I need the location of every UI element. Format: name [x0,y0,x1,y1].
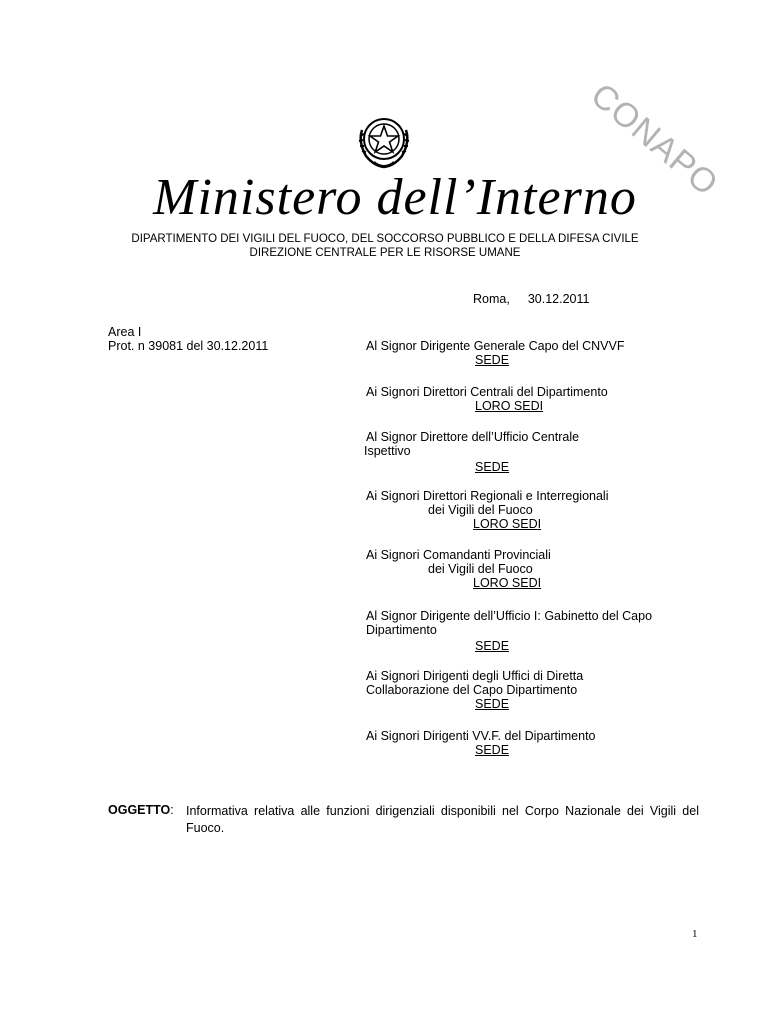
recipient-line: Ai Signori Direttori Centrali del Dipartimento [366,385,608,399]
recipient-location: SEDE [475,639,510,653]
document-date: 30.12.2011 [527,292,590,306]
area: Area I [108,325,142,339]
date-line [473,292,589,306]
recipient-location: LORO SEDI [473,576,542,590]
recipient [366,669,706,711]
recipient-line: Ai Signori Direttori Regionali e Interregionali [366,489,609,503]
recipient-location: SEDE [475,697,510,711]
recipient-line-2: Collaborazione del Capo Dipartimento [366,683,578,697]
recipient [366,729,706,757]
recipient-line: Al Signor Dirigente Generale Capo del CNVVF [366,339,625,353]
recipient-line: Ai Signori Dirigenti VV.F. del Dipartimento [366,729,596,743]
recipient-location: SEDE [475,460,510,474]
recipient-location: LORO SEDI [475,399,544,413]
ministry-title: Ministero dell’Interno [153,169,637,226]
recipient [366,339,706,367]
recipient-location: SEDE [475,353,510,367]
recipient-line: Ai Signori Dirigenti degli Uffici di Diretta [366,669,584,683]
page-number: 1 [692,928,698,940]
recipient-line: Al Signor Direttore dell’Ufficio Centrale [366,430,580,444]
recipient [366,430,706,474]
recipient-line-2: Ispettivo [364,444,411,458]
recipient [366,385,706,413]
department-header [100,232,670,260]
recipient-line: Ai Signori Comandanti Provinciali [366,548,551,562]
protocol-number: Prot. n 39081 del 30.12.2011 [108,339,269,353]
department-name: DIPARTIMENTO DEI VIGILI DEL FUOCO, DEL SOCCORSO PUBBLICO E DELLA DIFESA CIVILE [131,233,639,245]
recipient [366,548,706,590]
watermark: CONAPO [583,76,726,204]
recipient-location: LORO SEDI [473,517,542,531]
recipient-location: SEDE [475,743,510,757]
recipient-line-2: Dipartimento [366,623,437,637]
recipient-line-2: dei Vigili del Fuoco [428,503,533,517]
protocol-block [108,325,268,353]
recipient [366,609,706,653]
recipient [366,489,706,531]
subject-label: OGGETTO: [108,803,174,817]
recipient-line: Al Signor Dirigente dell’Ufficio I: Gabinetto del Capo [366,609,653,623]
place: Roma, [473,292,510,306]
subject-text: Informativa relativa alle funzioni dirigenziali disponibili nel Corpo Nazionale dei Vigili del Fuoco. [186,804,699,835]
italian-republic-emblem [356,112,412,170]
recipient-line-2: dei Vigili del Fuoco [428,562,533,576]
direction-name: DIREZIONE CENTRALE PER LE RISORSE UMANE [249,247,521,259]
